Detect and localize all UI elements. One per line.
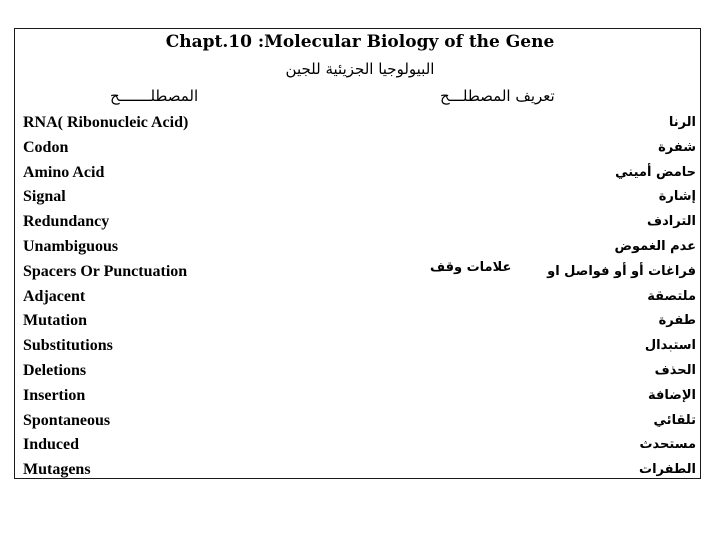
term-item: RNA( Ribonucleic Acid) xyxy=(23,114,189,131)
terms-column-header: المصطلـــــــح xyxy=(110,87,199,105)
definition-item: الرنا xyxy=(668,115,696,130)
definition-item: استبدال xyxy=(644,338,696,354)
definition-item: الطفرات xyxy=(639,462,696,478)
definition-item: عدم الغموض xyxy=(614,238,696,254)
definitions-column-header: تعريف المصطلـــح xyxy=(440,87,555,105)
term-item: Signal xyxy=(23,188,66,206)
definition-item: الترادف xyxy=(647,214,696,230)
term-item: Amino Acid xyxy=(23,163,105,181)
definition-item: الحذف xyxy=(654,362,696,378)
definition-item: الإضافة xyxy=(648,387,696,403)
term-item: Codon xyxy=(23,138,69,156)
page-subtitle: البيولوجيا الجزيئية للجين xyxy=(285,60,435,78)
definition-item: ملتصقة xyxy=(647,288,696,304)
definition-extra-note: علامات وقف xyxy=(430,260,512,275)
term-item: Insertion xyxy=(23,386,86,404)
term-item: Spacers Or Punctuation xyxy=(23,262,188,280)
definitions-list xyxy=(547,111,696,483)
definition-item: حامض أميني xyxy=(615,164,696,180)
term-item: Mutation xyxy=(23,312,87,330)
definition-item: إشارة xyxy=(658,189,696,205)
term-item: Substitutions xyxy=(23,337,113,355)
terms-list xyxy=(23,111,188,483)
term-item: Mutagens xyxy=(23,461,91,479)
definition-item: طفرة xyxy=(658,313,696,329)
term-item: Spontaneous xyxy=(23,411,111,429)
term-item: Induced xyxy=(23,436,80,454)
definition-item: مستحدث xyxy=(639,437,696,453)
term-item: Redundancy xyxy=(23,213,110,231)
term-item: Unambiguous xyxy=(23,237,119,255)
definition-item: فراغات أو أو فواصل او xyxy=(547,263,696,279)
definition-item: شفرة xyxy=(658,139,696,155)
term-item: Deletions xyxy=(23,361,87,379)
definition-item: تلقائي xyxy=(653,412,696,428)
page-title: Chapt.10 :Molecular Biology of the Gene xyxy=(165,32,555,52)
term-item: Adjacent xyxy=(23,287,86,305)
